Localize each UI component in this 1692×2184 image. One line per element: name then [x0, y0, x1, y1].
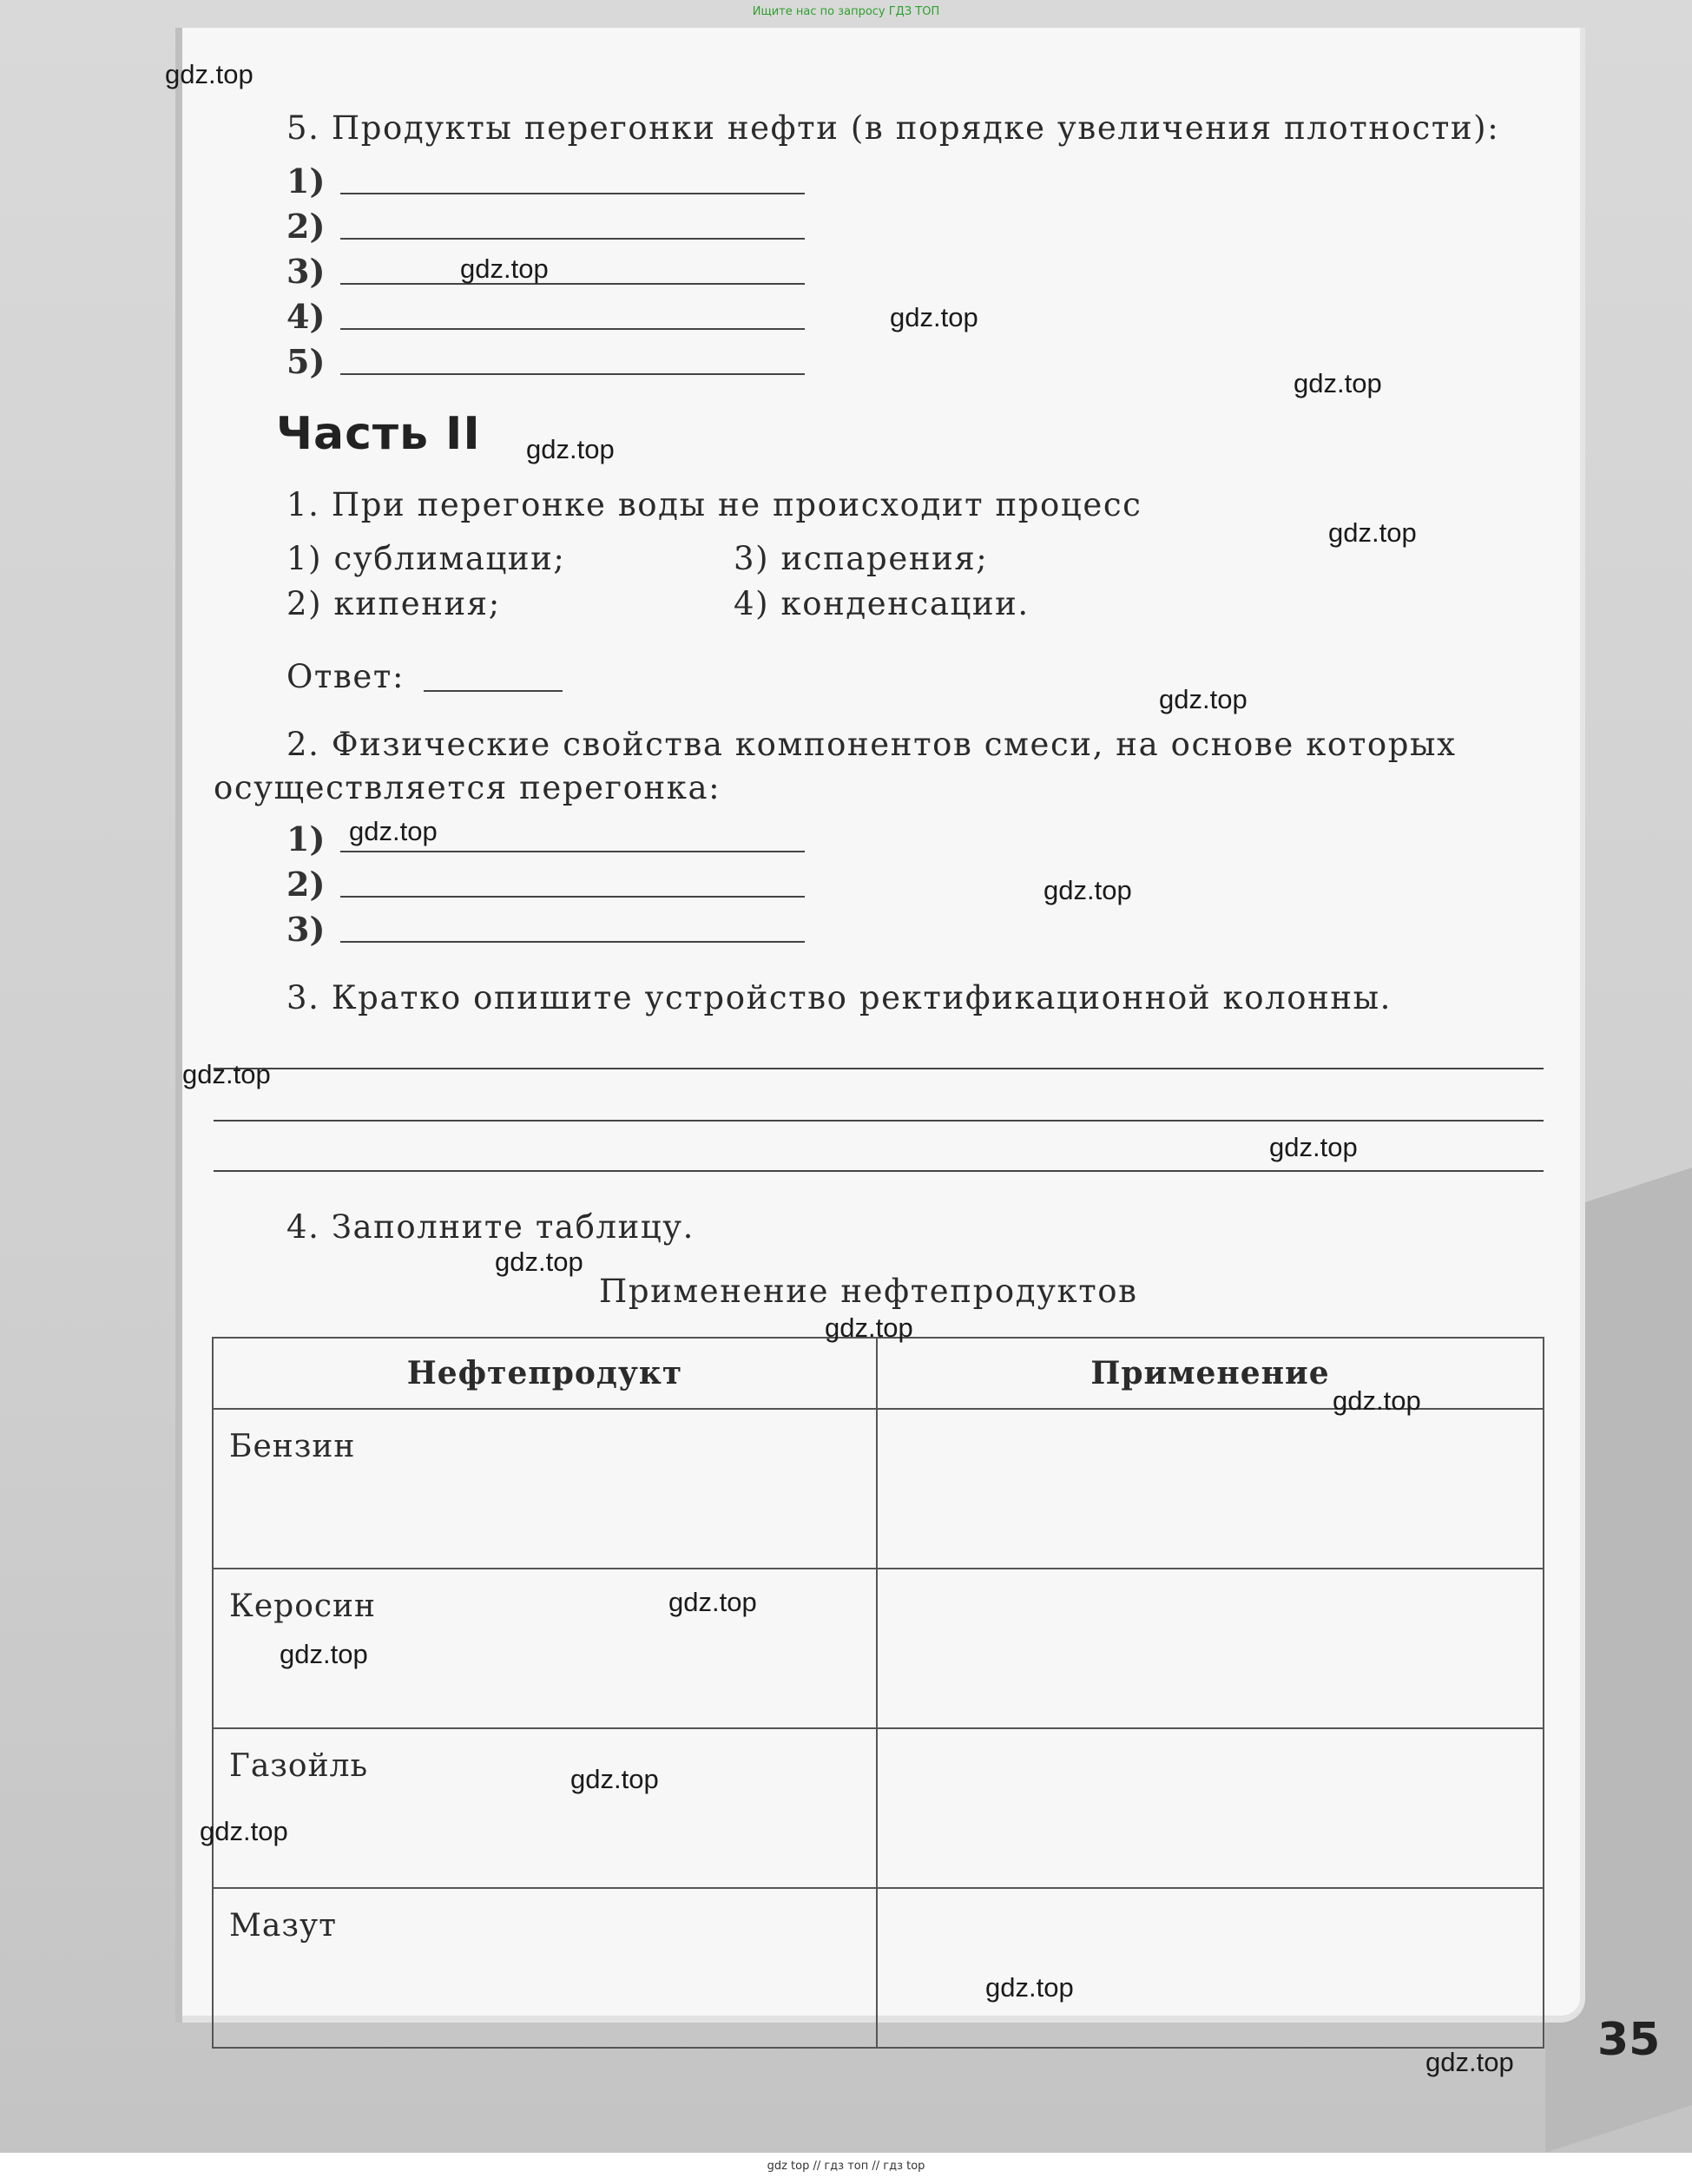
- table-row: [213, 1888, 1544, 2048]
- task2-item-2: 2): [286, 865, 326, 904]
- task5-answer-line-4[interactable]: [340, 328, 805, 330]
- task1-option-3: 3) испарения;: [734, 540, 989, 577]
- task5-item-1: 1): [286, 161, 326, 201]
- watermark: gdz.top: [1333, 1385, 1421, 1416]
- task5-answer-line-5[interactable]: [340, 373, 805, 375]
- task3-title: 3. Кратко опишите устройство ректификационной колонны.: [286, 979, 1392, 1016]
- watermark: gdz.top: [1044, 875, 1132, 905]
- task5-item-2: 2): [286, 207, 326, 246]
- bottom-banner[interactable]: gdz top // гдз топ // гдз top: [767, 2160, 925, 2173]
- usage-cell[interactable]: [877, 1728, 1544, 1888]
- task2-answer-line-2[interactable]: [340, 896, 805, 898]
- watermark: gdz.top: [280, 1639, 368, 1669]
- task5-answer-line-1[interactable]: [340, 193, 805, 194]
- task2-title-line2: осуществляется перегонка:: [214, 769, 721, 806]
- watermark: gdz.top: [1159, 684, 1248, 714]
- task5-answer-line-3[interactable]: [340, 283, 805, 285]
- product-cell: Керосин: [213, 1569, 877, 1728]
- task2-title-line1: 2. Физические свойства компонентов смеси, на основе которых: [286, 726, 1457, 763]
- task1-option-2: 2) кипения;: [286, 585, 501, 622]
- part-heading: Часть II: [276, 408, 481, 460]
- watermark: gdz.top: [495, 1247, 583, 1277]
- task2-item-3: 3): [286, 910, 326, 949]
- task3-answer-line-1[interactable]: [214, 1068, 1544, 1069]
- task4-title: 4. Заполните таблицу.: [286, 1208, 695, 1246]
- table-header-product: Нефтепродукт: [213, 1338, 877, 1409]
- watermark: gdz.top: [825, 1312, 913, 1343]
- oil-products-table: [212, 1337, 1544, 2049]
- watermark: gdz.top: [1425, 2047, 1514, 2077]
- task1-option-4: 4) конденсации.: [734, 585, 1030, 622]
- watermark: gdz.top: [668, 1587, 757, 1617]
- watermark: gdz.top: [460, 253, 549, 284]
- product-cell: Бензин: [213, 1409, 877, 1569]
- task5-item-3: 3): [286, 252, 326, 291]
- task1-answer-label: Ответ:: [286, 658, 405, 695]
- watermark: gdz.top: [349, 816, 438, 846]
- product-cell: Мазут: [213, 1888, 877, 2048]
- page-number: 35: [1597, 2014, 1661, 2066]
- usage-cell[interactable]: [877, 1569, 1544, 1728]
- task2-answer-line-1[interactable]: [340, 851, 805, 852]
- task3-answer-line-2[interactable]: [214, 1120, 1544, 1122]
- task1-option-1: 1) сублимации;: [286, 540, 566, 577]
- watermark: gdz.top: [1294, 368, 1382, 398]
- table-caption: Применение нефтепродуктов: [599, 1273, 1138, 1310]
- watermark: gdz.top: [890, 302, 978, 332]
- watermark: gdz.top: [985, 1972, 1074, 2003]
- usage-cell[interactable]: [877, 1409, 1544, 1569]
- watermark: gdz.top: [526, 434, 615, 464]
- watermark: gdz.top: [570, 1764, 659, 1794]
- usage-cell[interactable]: [877, 1888, 1544, 2048]
- watermark: gdz.top: [1328, 517, 1417, 548]
- task5-item-5: 5): [286, 342, 326, 381]
- task1-title: 1. При перегонке воды не происходит процесс: [286, 486, 1142, 523]
- task3-answer-line-3[interactable]: [214, 1170, 1544, 1172]
- table-row: [213, 1569, 1544, 1728]
- watermark: gdz.top: [200, 1816, 288, 1846]
- table-row: [213, 1409, 1544, 1569]
- watermark: gdz.top: [165, 59, 253, 89]
- task2-item-1: 1): [286, 819, 326, 858]
- task5-title: 5. Продукты перегонки нефти (в порядке увеличения плотности):: [286, 109, 1500, 147]
- watermark: gdz.top: [1269, 1132, 1358, 1162]
- product-cell: Газойль: [213, 1728, 877, 1888]
- watermark: gdz.top: [182, 1059, 271, 1089]
- task5-answer-line-2[interactable]: [340, 238, 805, 240]
- table-header-usage: Применение: [877, 1338, 1544, 1409]
- table-row: [213, 1728, 1544, 1888]
- task5-item-4: 4): [286, 297, 326, 336]
- top-banner[interactable]: Ищите нас по запросу ГДЗ ТОП: [752, 5, 940, 18]
- task1-answer-line[interactable]: [424, 690, 563, 692]
- task2-answer-line-3[interactable]: [340, 941, 805, 943]
